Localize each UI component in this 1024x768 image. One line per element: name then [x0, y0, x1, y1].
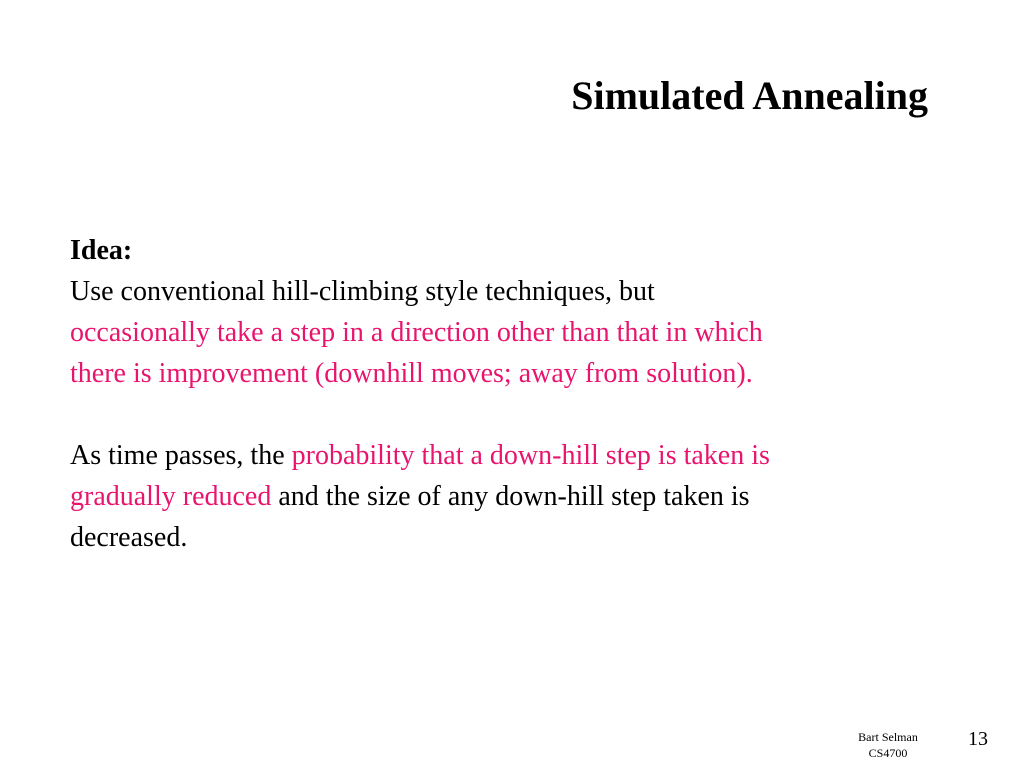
para2-line1 — [70, 435, 950, 476]
para1-line1: Use conventional hill-climbing style techniques, but — [70, 276, 655, 307]
slide-body — [70, 230, 950, 558]
footer-course: CS4700 — [868, 746, 908, 760]
para2-prefix: As time passes, the — [70, 440, 292, 471]
para2-line2 — [70, 476, 950, 517]
para2-highlight-line1: probability that a down-hill step is taken is — [291, 440, 770, 471]
footer-credit — [848, 729, 928, 761]
slide-title: Simulated Annealing — [571, 73, 928, 118]
para1-highlight-line1: occasionally take a step in a direction other than that in which — [70, 317, 763, 348]
paragraph-gap — [70, 394, 950, 435]
para2-line3: decreased. — [70, 522, 188, 553]
idea-heading: Idea: — [70, 235, 133, 266]
para1-highlight-line2: there is improvement (downhill moves; away from solution). — [70, 358, 753, 389]
para2-suffix: and the size of any down-hill step taken is — [271, 481, 750, 512]
page-number: 13 — [968, 728, 988, 750]
para2-highlight-line2: gradually reduced — [70, 481, 272, 512]
footer-author: Bart Selman — [858, 730, 918, 744]
